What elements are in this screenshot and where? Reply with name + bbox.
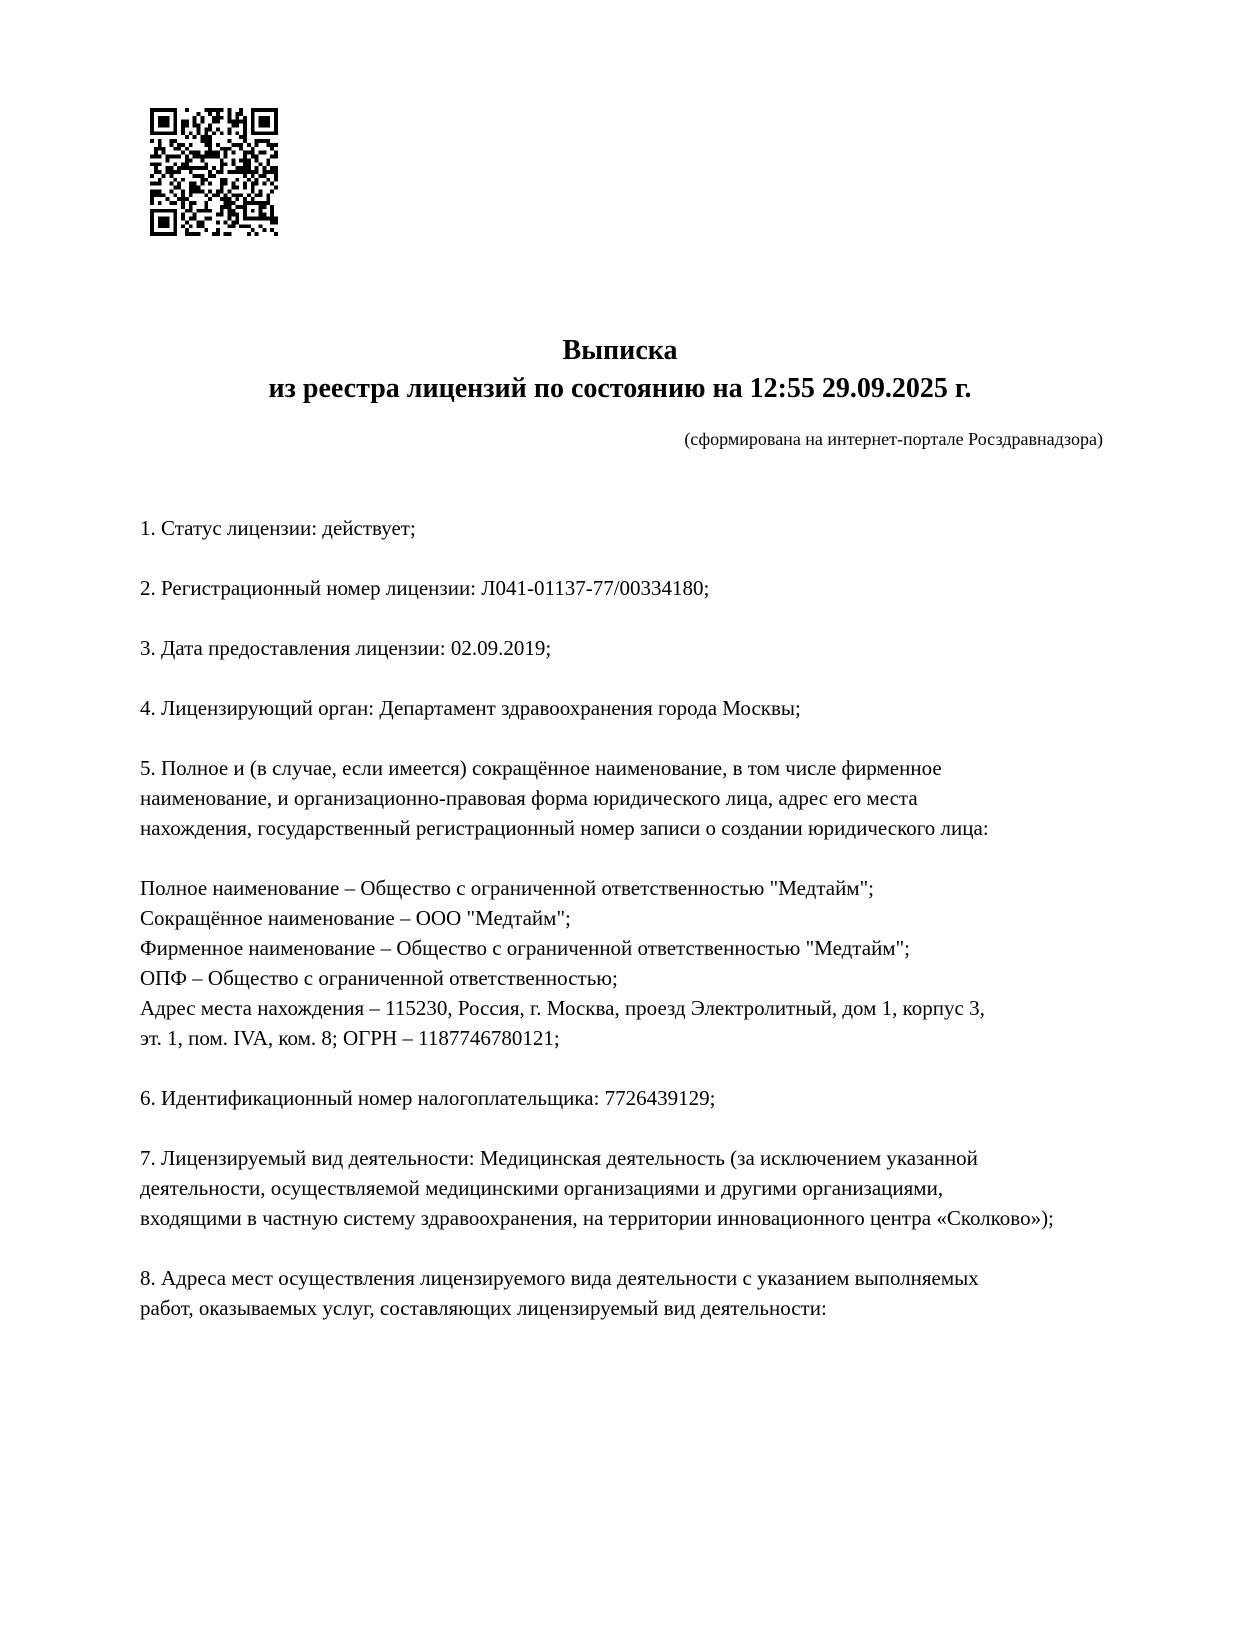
text-line: эт. 1, пом. IVA, ком. 8;	[140, 1026, 338, 1050]
text-line: нахождения, государственный регистрационный номер записи о создании юридического лица:	[140, 816, 989, 840]
qr-code-canvas	[150, 108, 278, 236]
qr-code	[150, 108, 278, 236]
org-details-block	[140, 873, 1105, 1053]
document-title-line1: Выписка	[562, 335, 678, 366]
text-line: 1. Статус лицензии: действует;	[140, 516, 416, 540]
text-line: входящими в частную систему здравоохранения, на территории инновационного центра	[140, 1206, 932, 1230]
text-line: работ, оказываемых услуг, составляющих лицензируемый вид деятельности:	[140, 1296, 827, 1320]
text-line: Сокращённое наименование – ООО "Медтайм";	[140, 906, 571, 930]
text-line: деятельности, осуществляемой медицинскими организациями и другими организациями,	[140, 1176, 944, 1200]
text-line: наименование, и организационно-правовая форма юридического лица, адрес его места	[140, 786, 918, 810]
text-line: ОГРН – 1187746780121;	[342, 1026, 560, 1050]
document-title-line2: из реестра лицензий по состоянию на 12:55 29.09.2025 г.	[268, 373, 972, 404]
item-licensing-authority	[140, 693, 1105, 723]
text-line: Адрес места нахождения – 115230, Россия, г. Москва, проезд Электролитный, дом 1, корпус 3,	[140, 996, 985, 1020]
text-line: 4. Лицензирующий орган: Департамент здравоохранения города Москвы;	[140, 696, 801, 720]
document-subtitle: (сформирована на интернет-портале Росздравнадзора)	[684, 429, 1103, 449]
item-name-and-legal-form	[140, 753, 1105, 843]
document-title	[0, 332, 1240, 408]
item-activity-addresses	[140, 1263, 1105, 1323]
text-line: 2. Регистрационный номер лицензии: Л041-01137-77/00334180;	[140, 576, 710, 600]
item-registration-number	[140, 573, 1105, 603]
text-line: 3. Дата предоставления лицензии: 02.09.2019;	[140, 636, 552, 660]
text-line: Фирменное наименование – Общество с ограниченной ответственностью "Медтайм";	[140, 936, 910, 960]
item-license-date	[140, 633, 1105, 663]
document-body	[140, 513, 1105, 1323]
text-line: 8. Адреса мест осуществления лицензируемого вида деятельности с указанием выполняемых	[140, 1266, 979, 1290]
item-licensed-activity	[140, 1143, 1105, 1233]
text-line: ОПФ – Общество с ограниченной ответственностью;	[140, 966, 618, 990]
item-status	[140, 513, 1105, 543]
text-line: 7. Лицензируемый вид деятельности: Медицинская деятельность (за исключением указанной	[140, 1146, 978, 1170]
text-line: 5. Полное и (в случае, если имеется) сокращённое наименование, в том числе фирменное	[140, 756, 942, 780]
text-line: «Сколково»);	[936, 1206, 1054, 1230]
text-line: 6. Идентификационный номер налогоплательщика: 7726439129;	[140, 1086, 716, 1110]
item-inn	[140, 1083, 1105, 1113]
text-line: Полное наименование – Общество с ограниченной ответственностью "Медтайм";	[140, 876, 875, 900]
